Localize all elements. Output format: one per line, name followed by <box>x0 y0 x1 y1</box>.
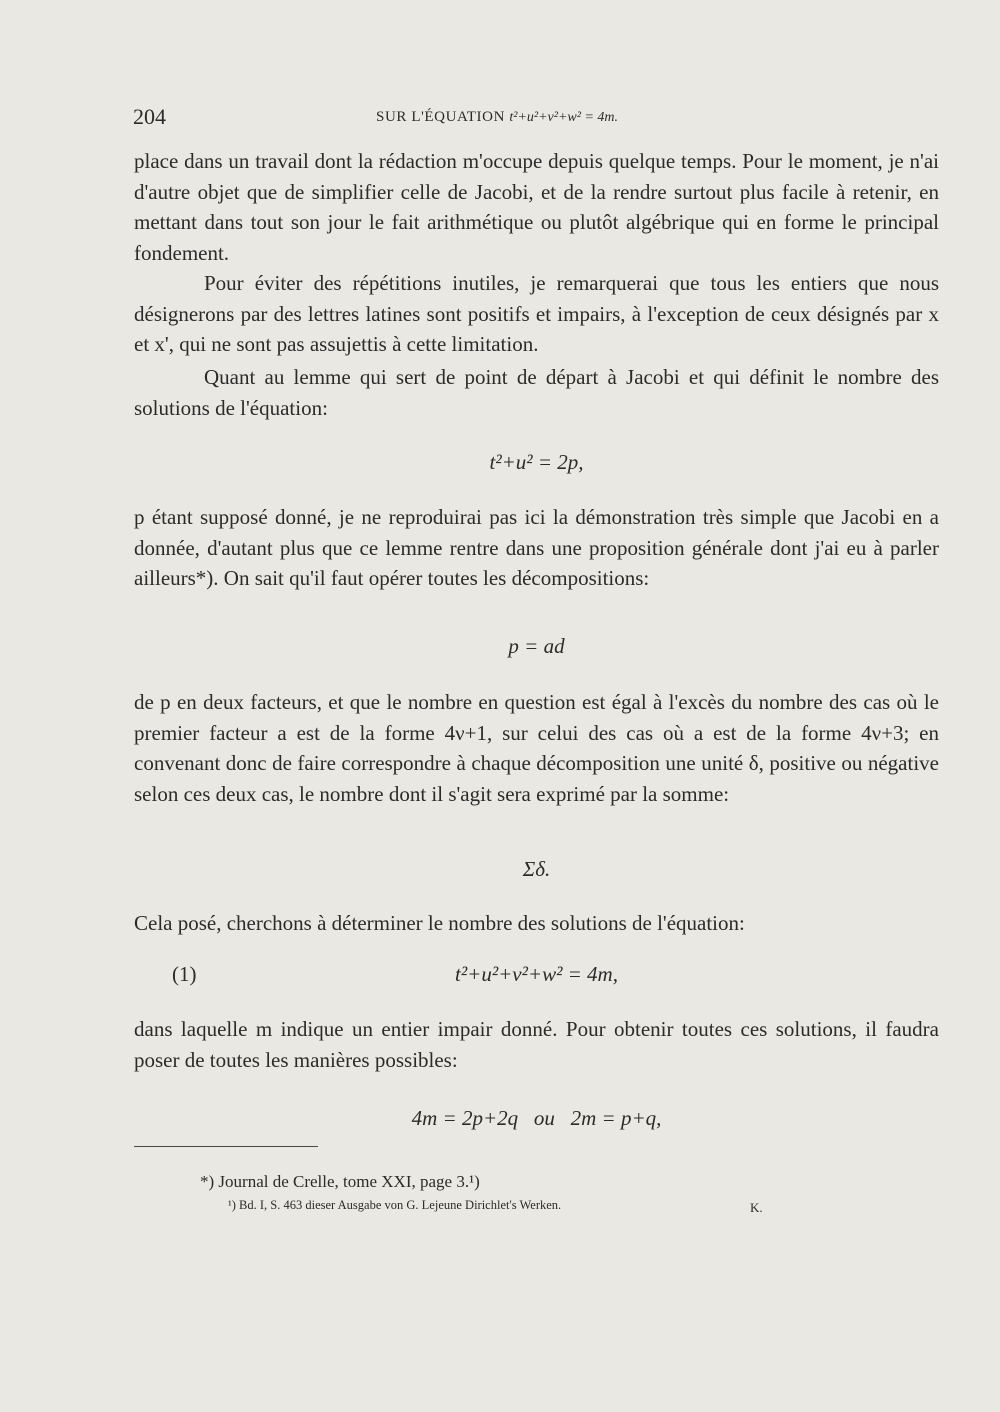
equation-number: (1) <box>172 962 197 986</box>
equation-sum-delta: Σδ. <box>522 857 551 881</box>
paragraph-5: de p en deux facteurs, et que le nombre en question est égal à l'excès du nombre des cas où le premier facteur a est de la forme 4ν+1, sur celui des cas où a est de la forme 4ν+3; en convenant donc de faire correspondre à chaque décomposition une unité δ, positive ou négative selon ces deux cas, le nombre dont il s'agit sera exprimé par la somme: <box>134 690 939 806</box>
page-number: 204 <box>133 104 166 129</box>
paragraph-2: Pour éviter des répétitions inutiles, je remarquerai que tous les entiers que nous désignerons par des lettres latines sont positifs et impairs, à l'exception de ceux désignés par x et x', qui ne sont pas assujettis à cette limitation. <box>134 271 939 356</box>
editor-mark: K. <box>750 1200 763 1215</box>
footnote-1: *) Journal de Crelle, tome XXI, page 3.¹) <box>200 1172 480 1191</box>
running-title <box>376 109 618 126</box>
equation-1: t²+u²+v²+w² = 4m, <box>455 962 618 986</box>
paragraph-4: p étant supposé donné, je ne reproduirai pas ici la démonstration très simple que Jacobi en a donnée, d'autant plus que ce lemme rentre dans une proposition générale dont j'ai eu à parler ailleurs*). On sait qu'il faut opérer toutes les décompositions: <box>134 505 939 590</box>
page-header <box>133 104 933 134</box>
equation-t-u: t²+u² = 2p, <box>489 450 584 474</box>
footnote-rule <box>134 1146 318 1147</box>
running-title-equation: t²+u²+v²+w² = 4m. <box>509 110 619 125</box>
equation-p-ad: p = ad <box>508 634 565 658</box>
paragraph-6: Cela posé, cherchons à déterminer le nombre des solutions de l'équation: <box>134 911 745 935</box>
paragraph-3: Quant au lemme qui sert de point de départ à Jacobi et qui définit le nombre des solutions de l'équation: <box>134 365 939 420</box>
equation-decomposition: 4m = 2p+2q ou 2m = p+q, <box>411 1106 662 1130</box>
paragraph-7: dans laquelle m indique un entier impair donné. Pour obtenir toutes ces solutions, il faudra poser de toutes les manières possibles: <box>134 1017 939 1072</box>
footnote-2: ¹) Bd. I, S. 463 dieser Ausgabe von G. Lejeune Dirichlet's Werken. <box>228 1198 562 1212</box>
paragraph-1: place dans un travail dont la rédaction m'occupe depuis quelque temps. Pour le moment, je n'ai d'autre objet que de simplifier celle de Jacobi, et de la rendre surtout plus facile à retenir, en mettant dans tout son jour le fait arithmétique ou plutôt algébrique qui en forme le principal fondement. <box>134 149 939 265</box>
running-title-text: SUR L'ÉQUATION <box>376 109 506 125</box>
